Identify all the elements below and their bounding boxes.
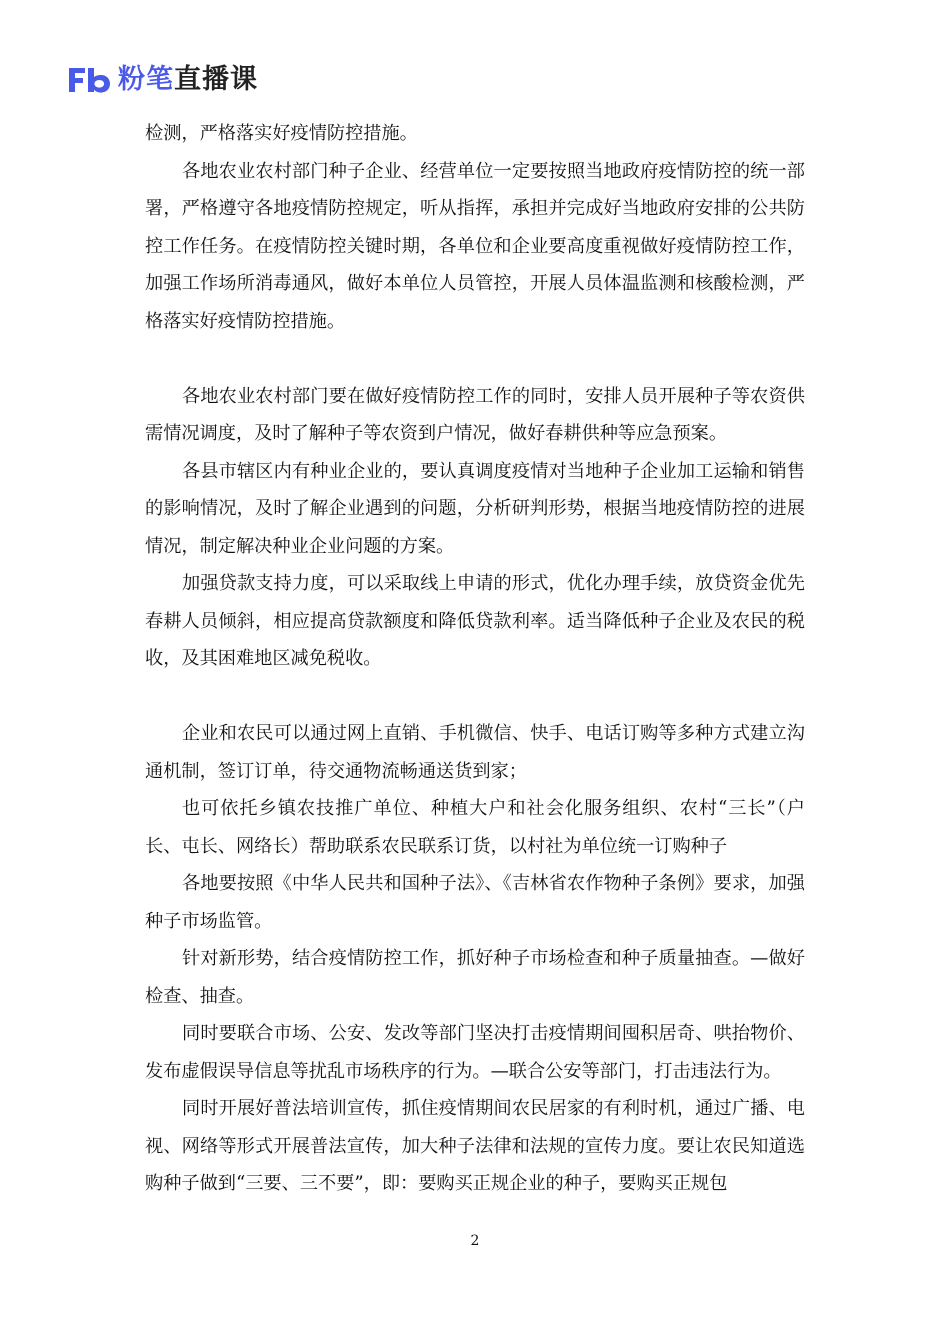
document-body bbox=[145, 115, 805, 1203]
paragraph: 各县市辖区内有种业企业的，要认真调度疫情对当地种子企业加工运输和销售的影响情况，及时了解企业遇到的问题，分析研判形势，根据当地疫情防控的进展情况，制定解决种业企业问题的方案。 bbox=[145, 460, 805, 557]
paragraph: 各地农业农村部门种子企业、经营单位一定要按照当地政府疫情防控的统一部署，严格遵守各地疫情防控规定，听从指挥，承担并完成好当地政府安排的公共防控工作任务。在疫情防控关键时期，各单位和企业要高度重视做好疫情防控工作，加强工作场所消毒通风，做好本单位人员管控，开展人员体温监测和核酸检测，严格落实好疫情防控措施。 bbox=[145, 160, 805, 332]
paragraph: 加强贷款支持力度，可以采取线上申请的形式，优化办理手续，放贷资金优先春耕人员倾斜，相应提高贷款额度和降低贷款利率。适当降低种子企业及农民的税收，及其困难地区减免税收。 bbox=[145, 573, 805, 669]
paragraph: 各地农业农村部门要在做好疫情防控工作的同时，安排人员开展种子等农资供需情况调度，及时了解种子等农资到户情况，做好春耕供种等应急预案。 bbox=[145, 385, 805, 444]
page-number: 2 bbox=[470, 1233, 480, 1249]
product-name: 直播课 bbox=[174, 64, 258, 95]
paragraph: 检测，严格落实好疫情防控措施。 bbox=[145, 123, 418, 144]
brand-wordmark bbox=[118, 64, 258, 96]
blank-line bbox=[145, 340, 805, 378]
blank-line bbox=[145, 678, 805, 716]
paragraph: 各地要按照《中华人民共和国种子法》、《吉林省农作物种子条例》要求，加强种子市场监管。 bbox=[145, 873, 805, 932]
paragraph: 同时开展好普法培训宣传，抓住疫情期间农民居家的有利时机，通过广播、电视、网络等形式开展普法宣传，加大种子法律和法规的宣传力度。要让农民知道选购种子做到“三要、三不要”，即：要购买正规企业的种子，要购买正规包 bbox=[145, 1098, 805, 1194]
paragraph: 也可依托乡镇农技推广单位、种植大户和社会化服务组织、农村“三长”（户长、屯长、网络长）帮助联系农民联系订货，以村社为单位统一订购种子 bbox=[145, 798, 805, 857]
paragraph: 企业和农民可以通过网上直销、手机微信、快手、电话订购等多种方式建立沟通机制，签订订单，待交通物流畅通送货到家； bbox=[145, 723, 805, 782]
paragraph: 同时要联合市场、公安、发改等部门坚决打击疫情期间囤积居奇、哄抬物价、发布虚假误导信息等扰乱市场秩序的行为。—联合公安等部门，打击违法行为。 bbox=[145, 1023, 805, 1082]
page-header bbox=[66, 62, 258, 98]
paragraph: 针对新形势，结合疫情防控工作，抓好种子市场检查和种子质量抽查。—做好检查、抽查。 bbox=[145, 948, 805, 1007]
fb-logo-icon bbox=[66, 64, 112, 96]
brand-name: 粉笔 bbox=[118, 64, 174, 95]
